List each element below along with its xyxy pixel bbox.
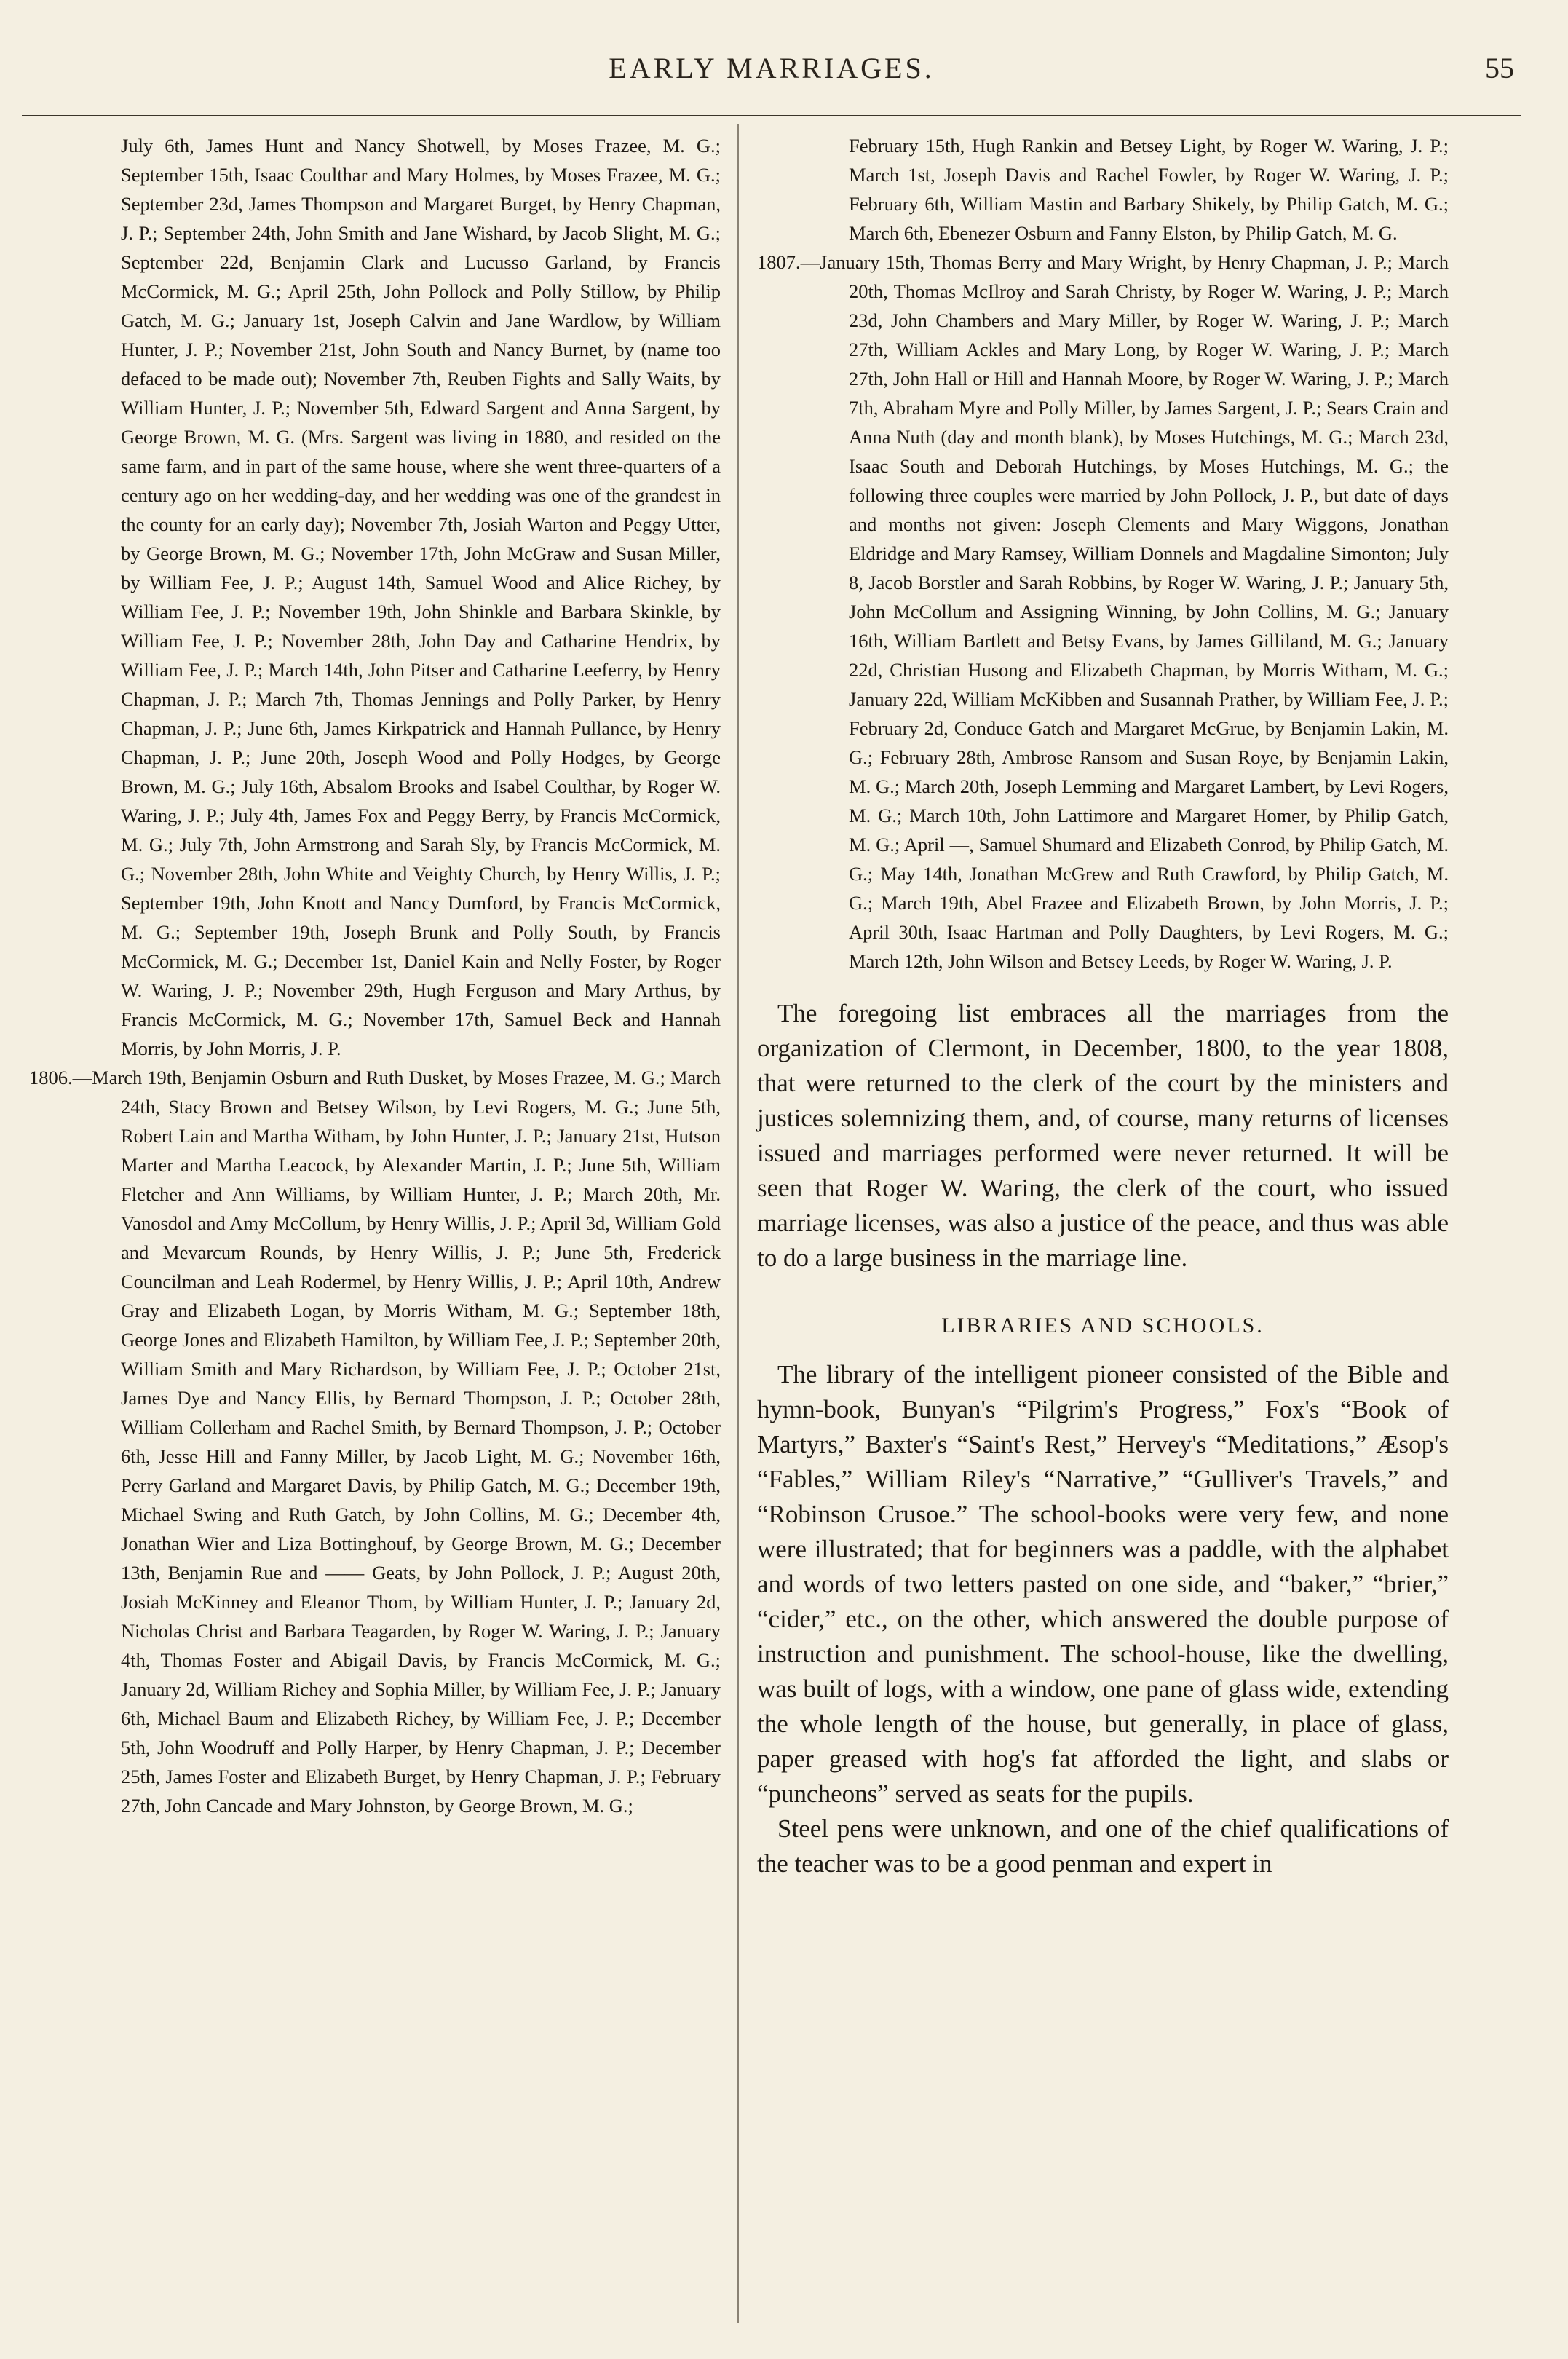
marriage-entries-1807: January 15th, Thomas Berry and Mary Wright, by Henry Chapman, J. P.; March 20th, Thomas McIlroy and Sarah Christy, by Roger W. Waring, J. P.; March 23d, John Chambers and Mary Miller, by Roger W. Waring, J. P.; March 27th, William Ackles and Mary Long, by Roger W. Waring, J. P.; March 27th, John Hall or Hill and Hannah Moore, by Roger W. Waring, J. P.; March 7th, Abraham Myre and Polly Miller, by James Sargent, J. P.; Sears Crain and Anna Nuth (day and month blank), by Moses Hutchings, M. G.; March 23d, Isaac South and Deborah Hutchings, by Moses Hutchings, M. G.; the following three couples were married by John Pollock, J. P., but date of days and months not given: Joseph Clements and Mary Wiggons, Jonathan Eldridge and Mary Ramsey, William Donnels and Magdaline Simonton; July 8, Jacob Borstler and Sarah Robbins, by Roger W. Waring, J. P.; January 5th, John McCollum and Assigning Winning, by John Collins, M. G.; January 16th, William Bartlett and Betsy Evans, by James Gilliland, M. G.; January 22d, Christian Husong and Elizabeth Chapman, by Morris Witham, M. G.; January 22d, William McKibben and Susannah Prather, by William Fee, J. P.; February 2d, Conduce Gatch and Margaret McGrue, by Benjamin Lakin, M. G.; February 28th, Ambrose Ransom and Susan Roye, by Benjamin Lakin, M. G.; March 20th, Joseph Lemming and Margaret Lambert, by Levi Rogers, M. G.; March 10th, John Lattimore and Margaret Homer, by Philip Gatch, M. G.; April —, Samuel Shumard and Elizabeth Conrod, by Philip Gatch, M. G.; May 14th, Jonathan McGrew and Ruth Crawford, by Philip Gatch, M. G.; March 19th, Abel Frazee and Elizabeth Brown, by John Morris, J. P.; April 30th, Isaac Hartman and Polly Daughters, by Levi Rogers, M. G.; March 12th, John Wilson and Betsey Leeds, by Roger W. Waring, J. P.	[820, 251, 1449, 972]
left-column	[29, 131, 721, 1820]
column-divider	[737, 124, 739, 2323]
marriage-list-1807	[757, 248, 1449, 976]
year-label-1807: 1807.—	[757, 251, 820, 273]
page-header	[29, 44, 1514, 95]
running-title: EARLY MARRIAGES.	[609, 52, 935, 84]
marriage-list-1806	[29, 1063, 721, 1820]
library-paragraph: The library of the intelligent pioneer consisted of the Bible and hymn-book, Bunyan's “Pilgrim's Progress,” Fox's “Book of Martyrs,” Baxter's “Saint's Rest,” Hervey's “Meditations,” Æsop's “Fables,” William Riley's “Narrative,” “Gulliver's Travels,” and “Robinson Crusoe.” The school-books were very few, and none were illustrated; that for beginners was a paddle, with the alphabet and words of two letters pasted on one side, and “baker,” “brier,” “cider,” etc., on the other, which answered the double purpose of instruction and punishment. The school-house, like the dwelling, was built of logs, with a window, one pane of glass wide, extending the whole length of the house, but generally, in place of glass, paper greased with hog's fat afforded the light, and slabs or “puncheons” served as seats for the pupils.	[757, 1360, 1449, 1808]
steel-pens-paragraph: Steel pens were unknown, and one of the chief qualifications of the teacher was to be a good penman and expert in	[757, 1814, 1449, 1878]
marriage-list-1806-continued: February 15th, Hugh Rankin and Betsey Light, by Roger W. Waring, J. P.; March 1st, Joseph Davis and Rachel Fowler, by Roger W. Waring, J. P.; February 6th, William Mastin and Barbary Shikely, by Philip Gatch, M. G.; March 6th, Ebenezer Osburn and Fanny Elston, by Philip Gatch, M. G.	[849, 135, 1449, 244]
marriage-entries-1806: March 19th, Benjamin Osburn and Ruth Dusket, by Moses Frazee, M. G.; March 24th, Stacy Brown and Betsey Wilson, by Levi Rogers, M. G.; June 5th, Robert Lain and Martha Witham, by John Hunter, J. P.; January 21st, Hutson Marter and Martha Leacock, by Alexander Martin, J. P.; June 5th, William Fletcher and Ann Williams, by William Hunter, J. P.; March 20th, Mr. Vanosdol and Amy McCollum, by Henry Willis, J. P.; April 3d, William Gold and Mevarcum Rounds, by Henry Willis, J. P.; June 5th, Frederick Councilman and Leah Rodermel, by Henry Willis, J. P.; April 10th, Andrew Gray and Elizabeth Logan, by Morris Witham, M. G.; September 18th, George Jones and Elizabeth Hamilton, by William Fee, J. P.; September 20th, William Smith and Mary Richardson, by William Fee, J. P.; October 21st, James Dye and Nancy Ellis, by Bernard Thompson, J. P.; October 28th, William Collerham and Rachel Smith, by Bernard Thompson, J. P.; October 6th, Jesse Hill and Fanny Miller, by Jacob Light, M. G.; November 16th, Perry Garland and Margaret Davis, by Philip Gatch, M. G.; December 19th, Michael Swing and Ruth Gatch, by John Collins, M. G.; December 4th, Jonathan Wier and Liza Bottinghouf, by George Brown, M. G.; December 13th, Benjamin Rue and —— Geats, by John Pollock, J. P.; August 20th, Josiah McKinney and Eleanor Thom, by William Hunter, J. P.; January 2d, Nicholas Christ and Barbara Teagarden, by Roger W. Waring, J. P.; January 4th, Thomas Foster and Abigail Davis, by Francis McCormick, M. G.; January 2d, William Richey and Sophia Miller, by William Fee, J. P.; January 6th, Michael Baum and Elizabeth Richey, by William Fee, J. P.; December 5th, John Woodruff and Polly Harper, by Henry Chapman, J. P.; December 25th, James Foster and Elizabeth Burget, by Henry Chapman, J. P.; February 27th, John Cancade and Mary Johnston, by George Brown, M. G.;	[92, 1067, 721, 1817]
year-label-1806: 1806.—	[29, 1067, 92, 1088]
page-number: 55	[1485, 52, 1514, 84]
right-column	[757, 131, 1449, 1881]
foregoing-paragraph: The foregoing list embraces all the marriages from the organization of Clermont, in December, 1800, to the year 1808, that were returned to the clerk of the court by the ministers and justices solemnizing them, and, of course, many returns of licenses issued and marriages performed were never returned. It will be seen that Roger W. Waring, the clerk of the court, who issued marriage licenses, was also a justice of the peace, and thus was able to do a large business in the marriage line.	[757, 999, 1449, 1272]
marriage-list-1805-continued: July 6th, James Hunt and Nancy Shotwell, by Moses Frazee, M. G.; September 15th, Isaac Coulthar and Mary Holmes, by Moses Frazee, M. G.; September 23d, James Thompson and Margaret Burget, by Henry Chapman, J. P.; September 24th, John Smith and Jane Wishard, by Jacob Slight, M. G.; September 22d, Benjamin Clark and Lucusso Garland, by Francis McCormick, M. G.; April 25th, John Pollock and Polly Stillow, by Philip Gatch, M. G.; January 1st, Joseph Calvin and Jane Wardlow, by William Hunter, J. P.; November 21st, John South and Nancy Burnet, by (name too defaced to be made out); November 7th, Reuben Fights and Sally Waits, by William Hunter, J. P.; November 5th, Edward Sargent and Anna Sargent, by George Brown, M. G. (Mrs. Sargent was living in 1880, and resided on the same farm, and in part of the same house, where she went three-quarters of a century ago on her wedding-day, and her wedding was one of the grandest in the county for an early day); November 7th, Josiah Warton and Peggy Utter, by George Brown, M. G.; November 17th, John McGraw and Susan Miller, by William Fee, J. P.; August 14th, Samuel Wood and Alice Richey, by William Fee, J. P.; November 19th, John Shinkle and Barbara Skinkle, by William Fee, J. P.; November 28th, John Day and Catharine Hendrix, by William Fee, J. P.; March 14th, John Pitser and Catharine Leeferry, by Henry Chapman, J. P.; March 7th, Thomas Jennings and Polly Parker, by Henry Chapman, J. P.; June 6th, James Kirkpatrick and Hannah Pullance, by Henry Chapman, J. P.; June 20th, Joseph Wood and Polly Hodges, by George Brown, M. G.; July 16th, Absalom Brooks and Isabel Coulthar, by Roger W. Waring, J. P.; July 4th, James Fox and Peggy Berry, by Francis McCormick, M. G.; July 7th, John Armstrong and Sarah Sly, by Francis McCormick, M. G.; November 28th, John White and Veighty Church, by Henry Willis, J. P.; September 19th, John Knott and Nancy Dumford, by Francis McCormick, M. G.; September 19th, Joseph Brunk and Polly South, by Francis McCormick, M. G.; December 1st, Daniel Kain and Nelly Foster, by Roger W. Waring, J. P.; November 29th, Hugh Ferguson and Mary Arthus, by Francis McCormick, M. G.; November 17th, Samuel Beck and Hannah Morris, by John Morris, J. P.	[121, 135, 721, 1059]
header-rule	[22, 115, 1521, 116]
section-heading: LIBRARIES AND SCHOOLS.	[941, 1313, 1264, 1337]
